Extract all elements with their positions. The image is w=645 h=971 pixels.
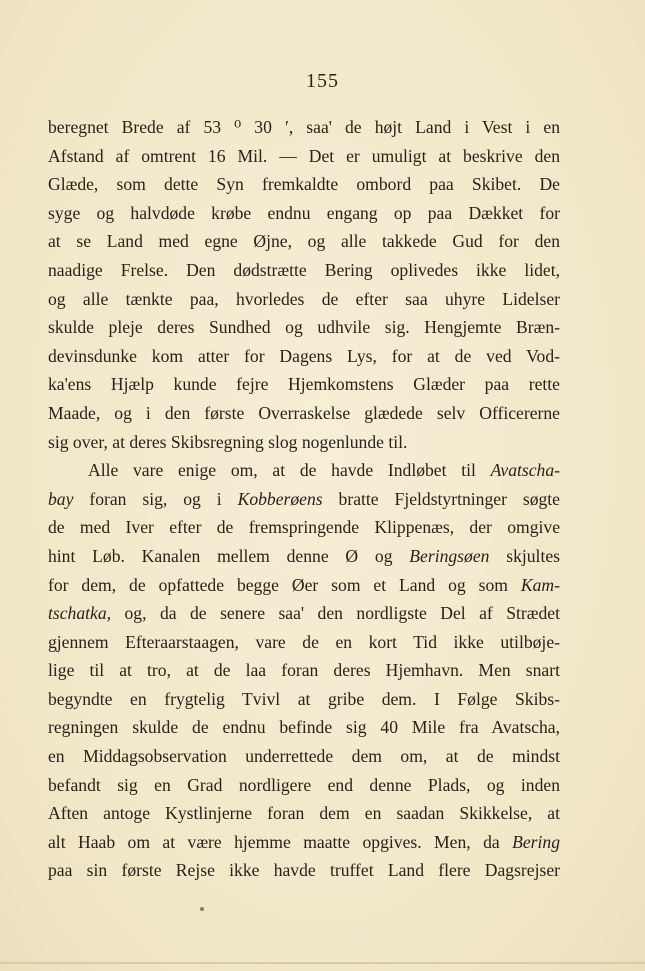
- text-line: beregnet Brede af 53 ⁰ 30 ′, saa' de højt Land i Vest i en: [48, 117, 560, 137]
- italic-place-name: Kobberøens: [237, 488, 323, 509]
- text-line: [48, 456, 560, 485]
- text-line: [48, 828, 560, 857]
- body-text: [48, 113, 560, 885]
- text-line: Afstand af omtrent 16 Mil. — Det er umuligt at beskrive den: [48, 145, 560, 166]
- text-line: [48, 599, 560, 628]
- text-run: og, da de senere saa' den nordligste Del af Strædet: [111, 603, 560, 624]
- italic-place-name: Kam-: [520, 574, 560, 595]
- page-edge: [0, 962, 645, 964]
- text-line: sig over, at deres Skibsregning slog nogenlunde til.: [48, 431, 408, 452]
- text-run: for dem, de opfattede begge Øer som et Land og som: [48, 574, 521, 595]
- text-line: gjennem Efteraarstaagen, vare de en kort Tid ikke utilbøje-: [48, 631, 560, 652]
- italic-place-name: tschatka,: [48, 603, 112, 624]
- text-line: syge og halvdøde krøbe endnu engang op paa Dækket for: [48, 202, 560, 223]
- text-run: alt Haab om at være hjemme maatte opgives. Men, da: [48, 831, 513, 852]
- text-line: de med Iver efter de fremspringende Klippenæs, der omgive: [48, 517, 560, 538]
- text-line: regningen skulde de endnu befinde sig 40 Mile fra Avatscha,: [48, 717, 560, 738]
- text-run: foran sig, og i: [73, 488, 238, 509]
- text-line: skulde pleje deres Sundhed og udhvile sig. Hengjemte Bræn-: [48, 317, 560, 338]
- text-line: [48, 571, 560, 600]
- text-line: og alle tænkte paa, hvorledes de efter saa uhyre Lidelser: [48, 288, 560, 309]
- text-line: Maade, og i den første Overraskelse glædede selv Officererne: [48, 402, 560, 423]
- text-line: paa sin første Rejse ikke havde truffet Land flere Dagsrejser: [48, 860, 560, 881]
- text-line: Aften antoge Kystlinjerne foran dem en saadan Skikkelse, at: [48, 803, 560, 824]
- text-line: [48, 485, 560, 514]
- italic-place-name: bay: [48, 488, 74, 509]
- italic-name: Bering: [512, 831, 560, 852]
- italic-place-name: Avatscha-: [490, 460, 560, 481]
- text-line: at se Land med egne Øjne, og alle takkede Gud for den: [48, 231, 560, 252]
- text-line: en Middagsobservation underrettede dem om, at de mindst: [48, 746, 560, 767]
- text-run: hint Løb. Kanalen mellem denne Ø og: [48, 545, 410, 566]
- text-run: Alle vare enige om, at de havde Indløbet til: [88, 460, 491, 481]
- text-run: skjultes: [489, 545, 560, 566]
- text-run: bratte Fjeldstyrtninger søgte: [322, 488, 560, 509]
- text-line: [48, 542, 560, 571]
- text-line: befandt sig en Grad nordligere end denne Plads, og inden: [48, 774, 560, 795]
- page-number: 155: [306, 70, 339, 92]
- italic-place-name: Beringsøen: [409, 545, 490, 566]
- print-mark: [200, 907, 204, 911]
- text-line: devinsdunke kom atter for Dagens Lys, for at de ved Vod-: [48, 345, 560, 366]
- text-line: Glæde, som dette Syn fremkaldte ombord paa Skibet. De: [48, 174, 560, 195]
- text-line: ka'ens Hjælp kunde fejre Hjemkomstens Glæder paa rette: [48, 374, 560, 395]
- text-line: begyndte en frygtelig Tvivl at gribe dem. I Følge Skibs-: [48, 688, 560, 709]
- text-line: lige til at tro, at de laa foran deres Hjemhavn. Men snart: [48, 660, 560, 681]
- text-line: naadige Frelse. Den dødstrætte Bering oplivedes ikke lidet,: [48, 259, 560, 280]
